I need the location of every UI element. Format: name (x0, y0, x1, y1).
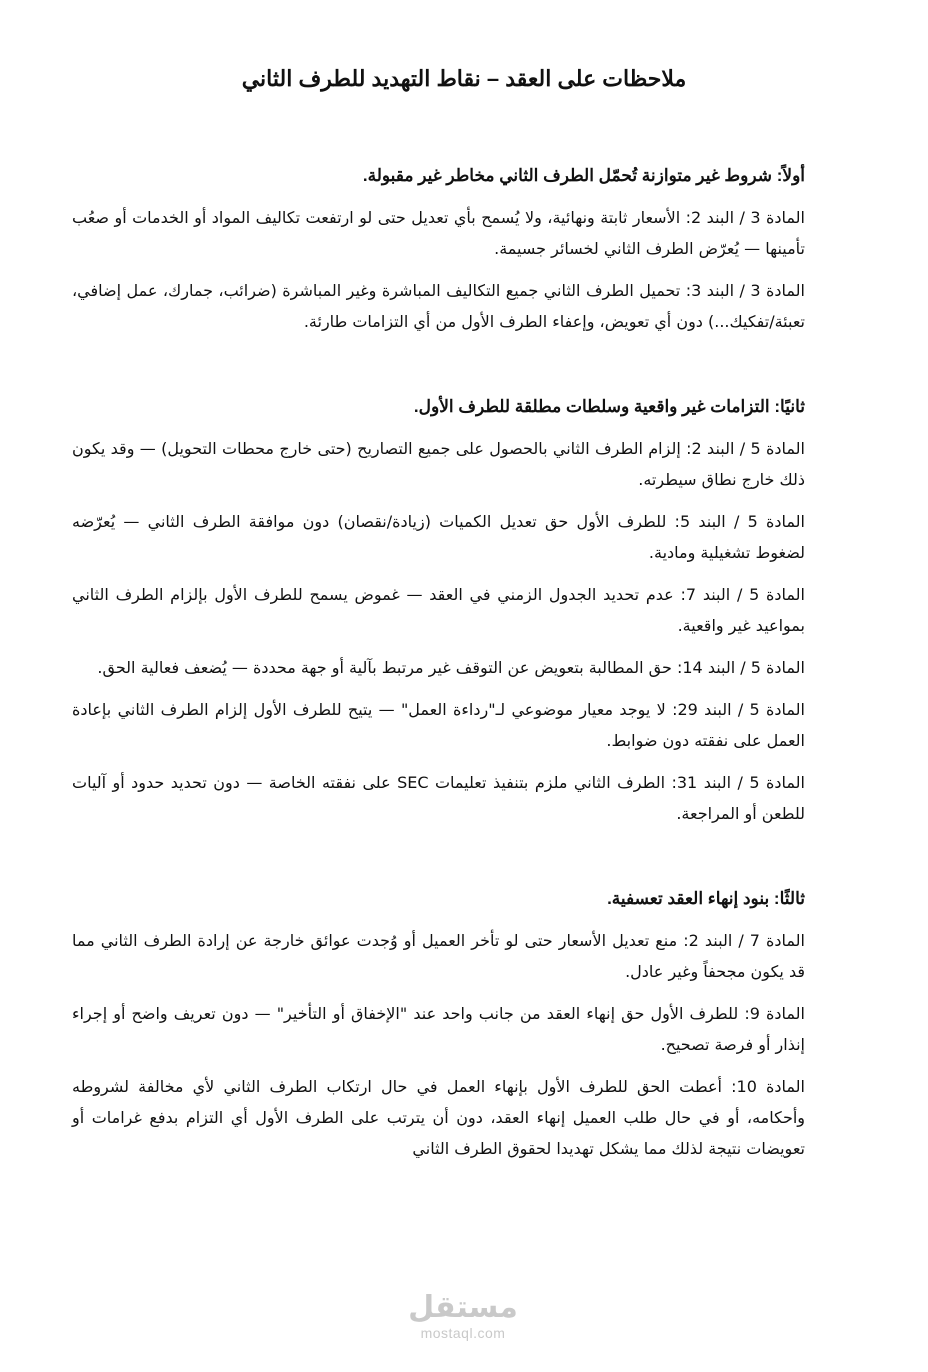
section-1 (72, 162, 805, 337)
clause-paragraph: المادة 5 / البند 2: إلزام الطرف الثاني بالحصول على جميع التصاريح (حتى خارج محطات التحويل) — وقد يكون ذلك خارج نطاق سيطرته. (72, 439, 806, 489)
page-title: ملاحظات على العقد – نقاط التهديد للطرف الثاني (241, 66, 687, 91)
section-3 (72, 885, 805, 1164)
mostaql-watermark (393, 1290, 533, 1340)
clause-paragraph: المادة 7 / البند 2: منع تعديل الأسعار حتى لو تأخر العميل أو وُجدت عوائق خارجة عن إرادة الطرف الثاني مما قد يكون مجحفاً وغير عادل. (72, 931, 805, 981)
clause-paragraph: المادة 5 / البند 5: للطرف الأول حق تعديل الكميات (زيادة/نقصان) دون موافقة الطرف الثاني — يُعرّضه لضغوط تشغيلية ومادية. (72, 512, 806, 562)
clause-paragraph: المادة 5 / البند 29: لا يوجد معيار موضوعي لـ"رداءة العمل" — يتيح للطرف الأول إلزام الطرف الثاني بإعادة العمل على نفقته دون ضوابط. (72, 700, 805, 750)
document-body (72, 162, 805, 1220)
clause-paragraph: المادة 3 / البند 3: تحميل الطرف الثاني جميع التكاليف المباشرة وغير المباشرة (ضرائب، جمارك، عمل إضافي، تعبئة/تفكيك...) دون أي تعويض، وإعفاء الطرف الأول من أي التزامات طارئة. (72, 281, 805, 331)
clause-paragraph: المادة 5 / البند 14: حق المطالبة بتعويض عن التوقف غير مرتبط بآلية أو جهة محددة — يُضعف فعالية الحق. (97, 658, 805, 677)
section-heading: ثانيًا: التزامات غير واقعية وسلطات مطلقة للطرف الأول. (413, 397, 805, 416)
section-heading: ثالثًا: بنود إنهاء العقد تعسفية. (607, 889, 805, 908)
clause-paragraph: المادة 10: أعطت الحق للطرف الأول بإنهاء العمل في حال ارتكاب الطرف الثاني لأي مخالفة لشروطه وأحكامه، أو في حال طلب العميل إنهاء العقد، دون أن يترتب على الطرف الأول أي التزام بدفع غرامات أو تعويضات نتيجة لذلك مما يشكل تهديدا لحقوق الطرف الثاني (72, 1077, 806, 1158)
section-2 (72, 393, 805, 829)
watermark-domain: mostaql.com (420, 1325, 506, 1341)
clause-paragraph: المادة 5 / البند 7: عدم تحديد الجدول الزمني في العقد — غموض يسمح للطرف الأول بإلزام الطرف الثاني بمواعيد غير واقعية. (72, 585, 805, 635)
watermark-logo: مستقل (408, 1290, 518, 1325)
clause-paragraph: المادة 9: للطرف الأول حق إنهاء العقد من جانب واحد عند "الإخفاق أو التأخير" — دون تعريف واضح أو إجراء إنذار أو فرصة تصحيح. (72, 1004, 806, 1054)
clause-paragraph: المادة 3 / البند 2: الأسعار ثابتة ونهائية، ولا يُسمح بأي تعديل حتى لو ارتفعت تكاليف المواد أو الخدمات أو صعُب تأمينها — يُعرّض الطرف الثاني لخسائر جسيمة. (72, 208, 805, 258)
clause-paragraph: المادة 5 / البند 31: الطرف الثاني ملزم بتنفيذ تعليمات SEC على نفقته الخاصة — دون تحديد حدود أو آليات للطعن أو المراجعة. (72, 773, 805, 823)
section-heading: أولاً: شروط غير متوازنة تُحمّل الطرف الثاني مخاطر غير مقبولة. (362, 166, 805, 185)
